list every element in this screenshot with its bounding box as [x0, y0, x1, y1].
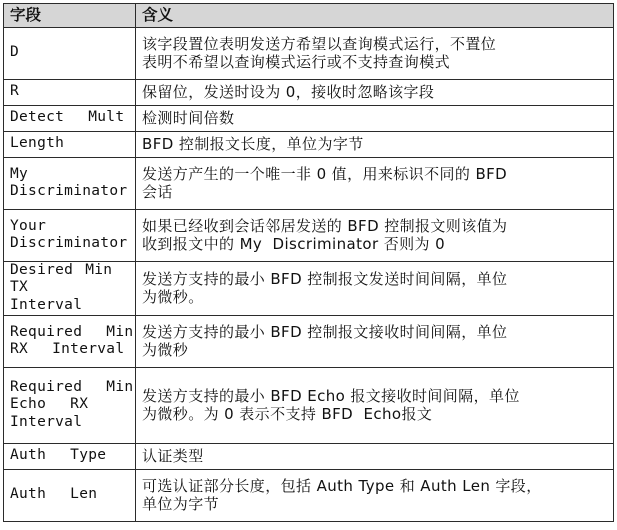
field-name-line: Interval: [10, 413, 83, 430]
meaning-line: 会话: [142, 183, 173, 201]
header-field: 字段: [4, 4, 136, 28]
header-meaning: 含义: [136, 4, 614, 28]
field-meaning-cell: [136, 368, 614, 444]
field-name-line: Required Min: [10, 379, 134, 396]
table-row: [4, 106, 614, 132]
table-row: [4, 158, 614, 210]
field-name-cell: [4, 80, 136, 106]
table-row: [4, 210, 614, 262]
field-meaning-cell: [136, 262, 614, 316]
field-name-cell: [4, 28, 136, 80]
table-row: [4, 316, 614, 368]
field-name-cell: [4, 210, 136, 262]
field-name-line: My: [10, 165, 29, 182]
field-name-line: D: [10, 44, 20, 61]
meaning-line: 发送方支持的最小 BFD 控制报文接收时间间隔，单位: [142, 323, 508, 342]
meaning-line: 单位为字节: [142, 495, 220, 514]
field-name-line: Discriminator: [10, 235, 128, 251]
table-row: [4, 470, 614, 522]
meaning-line: 认证类型: [142, 447, 204, 466]
field-meaning-cell: [136, 444, 614, 470]
field-name-cell: [4, 262, 136, 316]
meaning-line: BFD 控制报文长度，单位为字节: [142, 135, 364, 153]
meaning-line: 发送方产生的一个唯一非 0 值，用来标识不同的 BFD: [142, 165, 508, 183]
meaning-line: 可选认证部分长度，包括 Auth Type 和 Auth Len 字段，: [142, 477, 542, 496]
field-name-cell: [4, 444, 136, 470]
field-meaning-cell: [136, 28, 614, 80]
bfd-field-table: [3, 3, 614, 522]
field-name-cell: [4, 368, 136, 444]
table-body: [4, 28, 614, 522]
field-name-line: Length: [10, 135, 65, 152]
meaning-line: 保留位，发送时设为 0，接收时忽略该字段: [142, 83, 435, 101]
meaning-line: 为微秒。为 0 表示不支持 BFD Echo报文: [142, 405, 433, 424]
field-meaning-cell: [136, 470, 614, 522]
meaning-line: 该字段置位表明发送方希望以查询模式运行，不置位: [142, 35, 497, 53]
meaning-line: 发送方支持的最小 BFD Echo 报文接收时间间隔，单位: [142, 387, 520, 406]
table-row: [4, 28, 614, 80]
table-header: [4, 4, 614, 28]
field-meaning-cell: [136, 210, 614, 262]
field-name-cell: [4, 132, 136, 158]
field-meaning-cell: [136, 158, 614, 210]
field-name-line: R: [10, 83, 20, 100]
field-name-line: Interval: [10, 296, 83, 313]
field-meaning-cell: [136, 316, 614, 368]
table-row: [4, 80, 614, 106]
field-name-line: Detect Mult: [10, 109, 125, 126]
meaning-line: 为微秒: [142, 341, 189, 360]
field-meaning-cell: [136, 132, 614, 158]
field-name-line: Desired Min TX: [10, 262, 113, 296]
field-name-line: Discriminator: [10, 183, 128, 199]
meaning-line: 表明不希望以查询模式运行或不支持查询模式: [142, 53, 451, 71]
header-row: [4, 4, 614, 28]
field-name-line: RX Interval: [10, 341, 125, 358]
table-row: [4, 262, 614, 316]
field-name-cell: [4, 158, 136, 210]
field-name-line: Auth Type: [10, 447, 107, 464]
field-name-cell: [4, 316, 136, 368]
meaning-line: 为微秒。: [142, 288, 204, 307]
meaning-line: 检测时间倍数: [142, 109, 235, 127]
table-row: [4, 444, 614, 470]
meaning-line: 发送方支持的最小 BFD 控制报文发送时间间隔，单位: [142, 270, 508, 289]
table-row: [4, 368, 614, 444]
field-name-line: Echo RX: [10, 396, 89, 413]
field-name-line: Auth Len: [10, 486, 98, 503]
field-meaning-cell: [136, 106, 614, 132]
meaning-line: 如果已经收到会话邻居发送的 BFD 控制报文则该值为: [142, 217, 508, 235]
field-name-cell: [4, 470, 136, 522]
field-meaning-cell: [136, 80, 614, 106]
field-name-line: Your: [10, 217, 47, 234]
field-name-line: Required Min: [10, 323, 134, 340]
meaning-line: 收到报文中的 My Discriminator 否则为 0: [142, 235, 446, 253]
field-name-cell: [4, 106, 136, 132]
table-row: [4, 132, 614, 158]
